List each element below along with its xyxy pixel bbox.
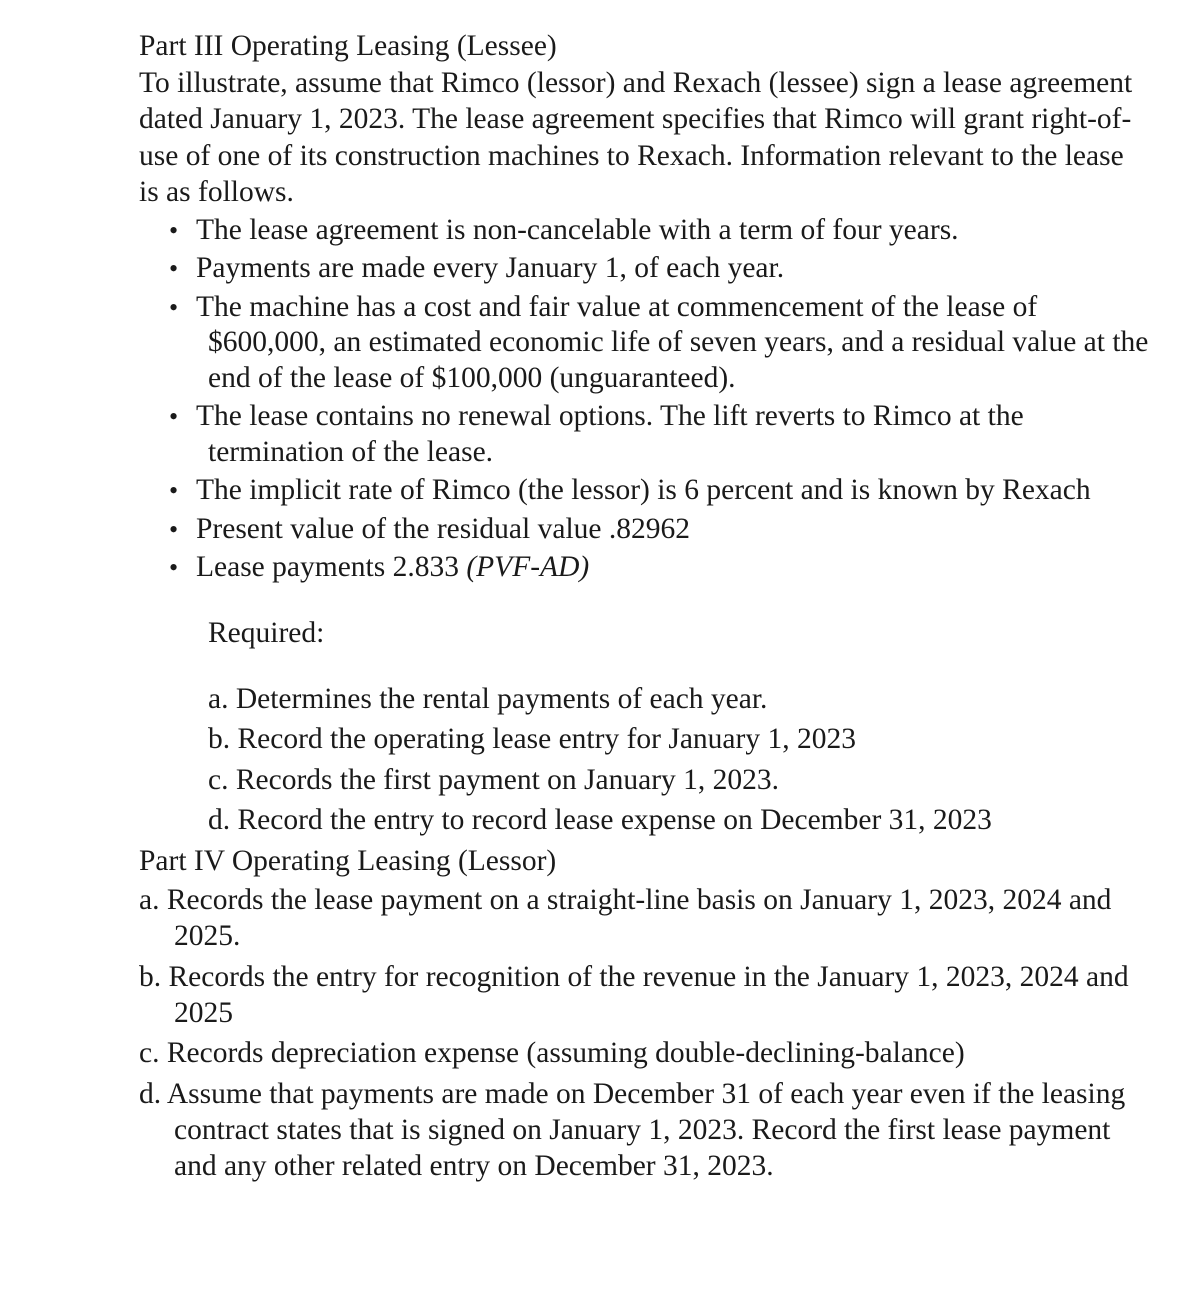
list-item: • The implicit rate of Rimco (the lessor) is 6 percent and is known by Rexach	[139, 473, 1149, 509]
bullet-icon: •	[169, 476, 179, 505]
bullet-icon: •	[169, 402, 179, 431]
part3-heading: Part III Operating Leasing (Lessee)	[139, 30, 557, 62]
list-item: a. Determines the rental payments of each year.	[208, 682, 768, 715]
required-label: Required:	[208, 617, 325, 649]
list-item: b. Record the operating lease entry for January 1, 2023	[208, 723, 856, 755]
part4-list	[139, 882, 1149, 1184]
list-item: d. Record the entry to record lease expense on December 31, 2023	[208, 804, 992, 836]
bullet-icon: •	[169, 215, 179, 245]
list-item: • The lease agreement is non-cancelable with a term of four years.	[139, 213, 1149, 249]
list-item: a. Records the lease payment on a straight-line basis on January 1, 2023, 2024 and 2025.	[139, 884, 1112, 952]
bullet-icon: •	[169, 514, 179, 544]
list-item: • Payments are made every January 1, of each year.	[139, 251, 1149, 287]
lease-terms-list	[139, 213, 1149, 586]
bullet-icon: •	[169, 254, 179, 283]
list-item: • Lease payments 2.833 (PVF-AD)	[139, 550, 1149, 586]
bullet-icon: •	[169, 292, 179, 322]
list-item: b. Records the entry for recognition of the revenue in the January 1, 2023, 2024 and 2025	[139, 960, 1129, 1029]
list-item: • The machine has a cost and fair value at commencement of the lease of $600,000, an estimated economic life of seven years, and a residual value at the end of the lease of $100,000 (unguaranteed).	[169, 290, 1149, 394]
part3-intro: To illustrate, assume that Rimco (lessor) and Rexach (lessee) sign a lease agreement dated January 1, 2023. The lease agreement specifies that Rimco will grant right-of-use of one of its construction machines to Rexach. Information relevant to the lease is as follows.	[139, 66, 1133, 208]
part4-heading: Part IV Operating Leasing (Lessor)	[139, 844, 557, 877]
list-item: • The lease contains no renewal options. The lift reverts to Rimco at the termination of the lease.	[169, 400, 1024, 468]
required-list	[208, 681, 1149, 839]
list-item: c. Records depreciation expense (assuming double-declining-balance)	[139, 1037, 965, 1069]
bullet-icon: •	[169, 553, 179, 582]
document-page	[139, 28, 1149, 1188]
list-item: d. Assume that payments are made on December 31 of each year even if the leasing contract states that is signed on January 1, 2023. Record the first lease payment and any other related entry on December 31, 2023.	[139, 1077, 1126, 1182]
list-item: • Present value of the residual value .82962	[139, 512, 1149, 548]
list-item: c. Records the first payment on January 1, 2023.	[208, 763, 780, 796]
